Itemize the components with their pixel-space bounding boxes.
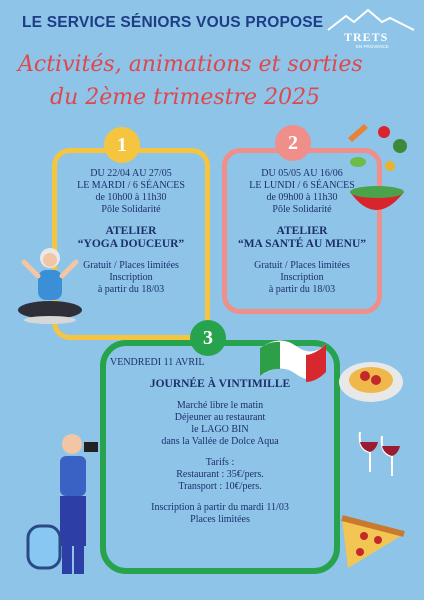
trets-logo	[326, 8, 416, 48]
activity-3-detail-4: dans la Vallée de Dolce Aqua	[161, 436, 279, 447]
wine-glasses-icon	[356, 428, 402, 484]
activity-2-badge: 2	[275, 125, 311, 161]
activity-2-inscription-2: à partir du 18/03	[268, 284, 336, 295]
activity-1-inscription-1: Inscription	[109, 272, 153, 283]
pizza-slice-icon	[338, 510, 408, 570]
header-title: LE SERVICE SÉNIORS VOUS PROPOSE	[22, 14, 324, 31]
logo-subtitle: EN PROVENCE	[356, 44, 389, 49]
title-line-2: du 2ème trimestre 2025	[50, 85, 321, 110]
activity-1-inscription-2: à partir du 18/03	[97, 284, 165, 295]
activity-1-hours: de 10h00 à 11h30	[95, 192, 167, 203]
italy-flag-icon	[260, 330, 326, 386]
activity-1-badge: 1	[104, 127, 140, 163]
activity-2-hours: de 09h00 à 11h30	[266, 192, 338, 203]
activity-3-badge: 3	[190, 320, 226, 356]
activity-1-price: Gratuit / Places limitées	[83, 260, 179, 271]
activity-3-inscription: Inscription à partir du mardi 11/03	[151, 502, 289, 513]
activity-1-dates: DU 22/04 AU 27/05	[90, 168, 172, 179]
activity-1-name-1: ATELIER	[105, 225, 157, 237]
activity-3-tarifs-label: Tarifs :	[205, 457, 235, 468]
activity-2-name-1: ATELIER	[276, 225, 328, 237]
activity-3-name: JOURNÉE À VINTIMILLE	[149, 378, 291, 390]
activity-1-place: Pôle Solidarité	[101, 204, 161, 215]
activity-3-places: Places limitées	[190, 514, 250, 525]
mountain-logo-icon	[326, 8, 416, 32]
activity-2-place: Pôle Solidarité	[272, 204, 332, 215]
activity-2-price: Gratuit / Places limitées	[254, 260, 350, 271]
activity-3-date: VENDREDI 11 AVRIL	[110, 357, 205, 368]
activity-2-inscription-1: Inscription	[280, 272, 324, 283]
activity-2-name-2: “MA SANTÉ AU MENU”	[237, 238, 367, 250]
activity-3-detail-1: Marché libre le matin	[176, 400, 264, 411]
vegetables-illustration	[338, 118, 416, 228]
title-line-1: Activités, animations et sorties	[18, 52, 363, 77]
traveler-illustration	[26, 430, 110, 582]
activity-3-detail-3: le LAGO BIN	[191, 424, 249, 435]
activity-1-name-2: “YOGA DOUCEUR”	[77, 238, 185, 250]
pasta-plate-icon	[338, 356, 404, 404]
activity-3-tarif-2: Transport : 10€/pers.	[178, 481, 262, 492]
activity-2-schedule: LE LUNDI / 6 SÉANCES	[249, 180, 355, 191]
activity-3-detail-2: Déjeuner au restaurant	[174, 412, 266, 423]
logo-name: TRETS	[344, 30, 389, 44]
activity-2-dates: DU 05/05 AU 16/06	[261, 168, 343, 179]
activity-3-tarif-1: Restaurant : 35€/pers.	[176, 469, 264, 480]
activity-1-schedule: LE MARDI / 6 SÉANCES	[77, 180, 185, 191]
yoga-woman-illustration	[14, 240, 86, 328]
